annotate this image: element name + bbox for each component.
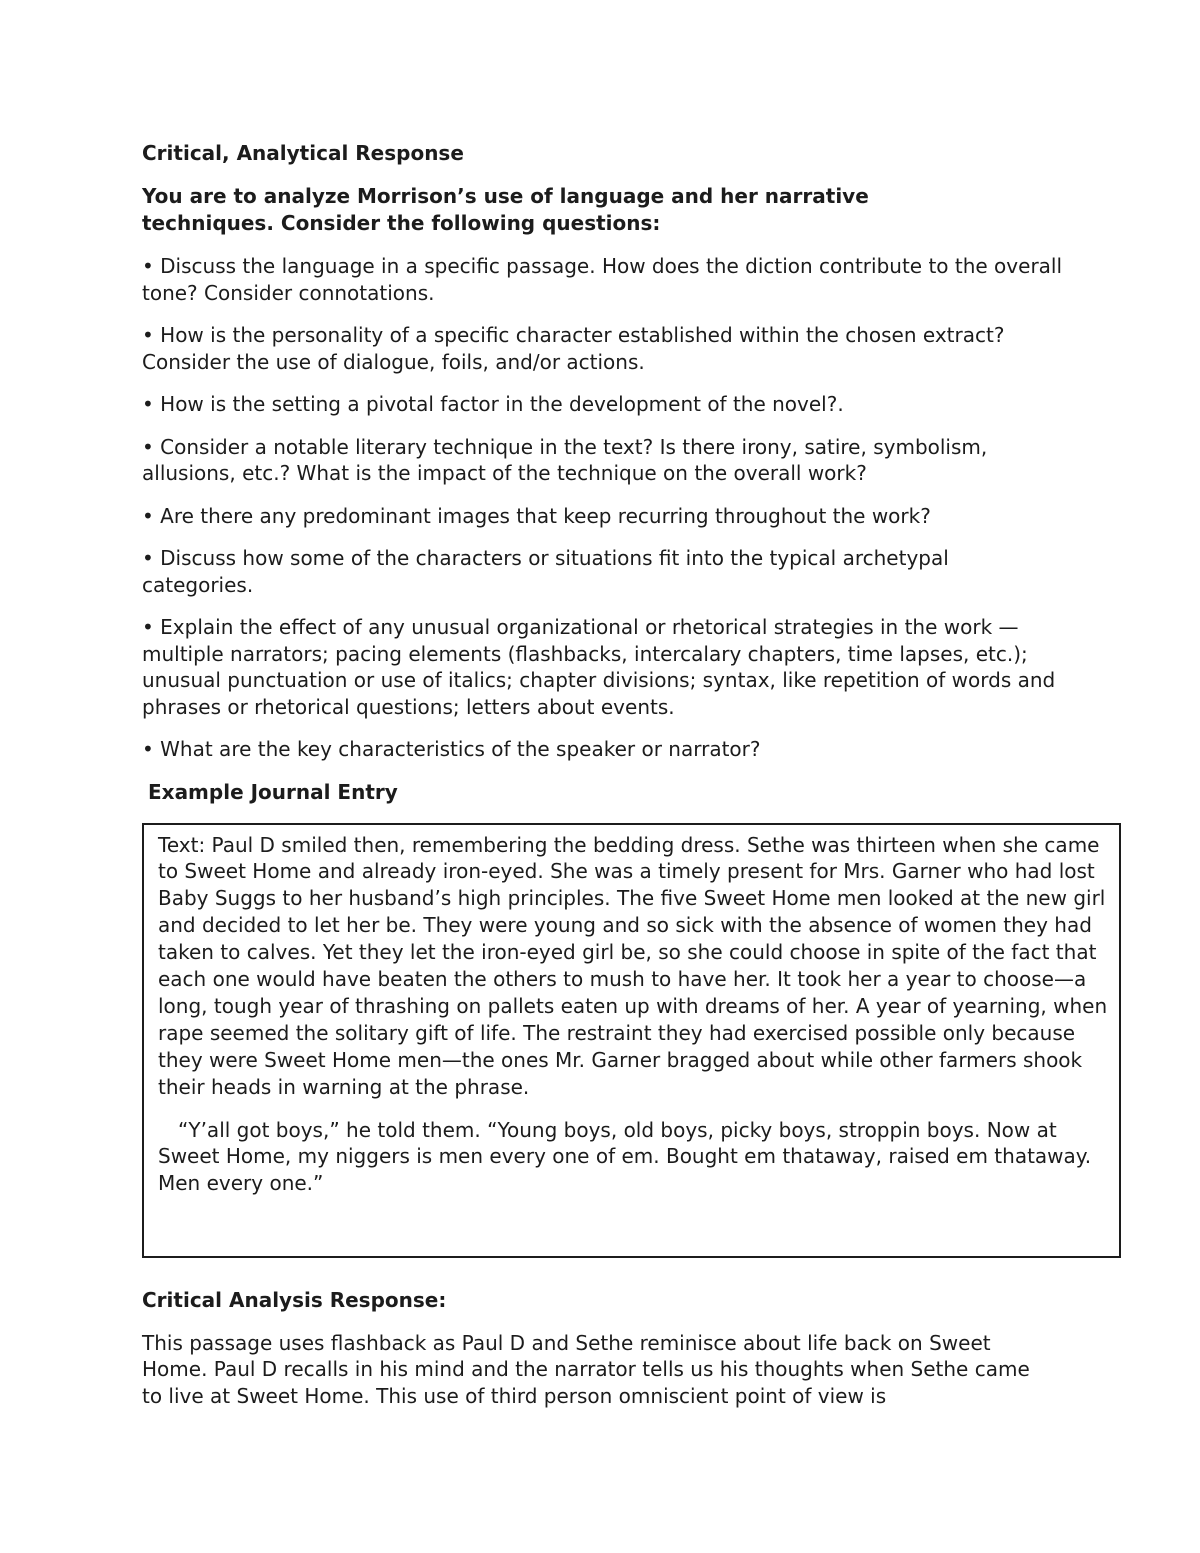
page-title: Critical, Analytical Response	[142, 141, 464, 165]
question-list	[142, 253, 1122, 763]
response-title: Critical Analysis Response:	[142, 1287, 447, 1312]
question-item: • How is the personality of a specific character established within the chosen extract? Consider the use of dialogue, foils, and/or actions.	[142, 323, 1005, 374]
excerpt-paragraph: “Y’all got boys,” he told them. “Young boys, old boys, picky boys, stroppin boys. Now at Sweet Home, my niggers is men every one of em. Bought em thataway, raised em thataway. Men every one.”	[158, 1117, 1092, 1196]
example-journal-title: Example Journal Entry	[148, 779, 398, 804]
question-item: • Explain the effect of any unusual organizational or rhetorical strategies in the work —multiple narrators; pacing elements (flashbacks, intercalary chapters, time lapses, etc.); unusual punctuation or use of italics; chapter divisions; syntax, like repetition of words and phrases or rhetorical questions; letters about events.	[142, 615, 1056, 719]
response-text: This passage uses flashback as Paul D and Sethe reminisce about life back on Sweet Home. Paul D recalls in his mind and the narrator tells us his thoughts when Sethe came to live at Sweet Home. This use of third person omniscient point of view is	[142, 1330, 1030, 1408]
question-item: • Consider a notable literary technique in the text? Is there irony, satire, symbolism, allusions, etc.? What is the impact of the technique on the overall work?	[142, 434, 988, 485]
excerpt-box	[142, 823, 1121, 1258]
question-item: • What are the key characteristics of the speaker or narrator?	[142, 737, 761, 761]
excerpt-paragraph: Text: Paul D smiled then, remembering the bedding dress. Sethe was thirteen when she came to Sweet Home and already iron-eyed. She was a timely present for Mrs. Garner who had lost Baby Suggs to her husband’s high principles. The five Sweet Home men looked at the new girl and decided to let her be. They were young and so sick with the absence of women they had taken to calves. Yet they let the iron-eyed girl be, so she could choose in spite of the fact that each one would have beaten the others to mush to have her. It took her a year to choose—a long, tough year of thrashing on pallets eaten up with dreams of her. A year of yearning, when rape seemed the solitary gift of life. The restraint they had exercised possible only because they were Sweet Home men—the ones Mr. Garner bragged about while other farmers shook their heads in warning at the phrase.	[158, 832, 1108, 1099]
document-page	[142, 140, 1122, 1409]
question-item: • Discuss how some of the characters or situations fit into the typical archetypal categories.	[142, 546, 949, 597]
question-item: • Are there any predominant images that keep recurring throughout the work?	[142, 503, 931, 528]
question-item: • Discuss the language in a specific passage. How does the diction contribute to the overall tone? Consider connotations.	[142, 254, 1063, 305]
question-item: • How is the setting a pivotal factor in the development of the novel?.	[142, 392, 844, 416]
assignment-intro: You are to analyze Morrison’s use of language and her narrative techniques. Consider the following questions:	[142, 184, 869, 235]
